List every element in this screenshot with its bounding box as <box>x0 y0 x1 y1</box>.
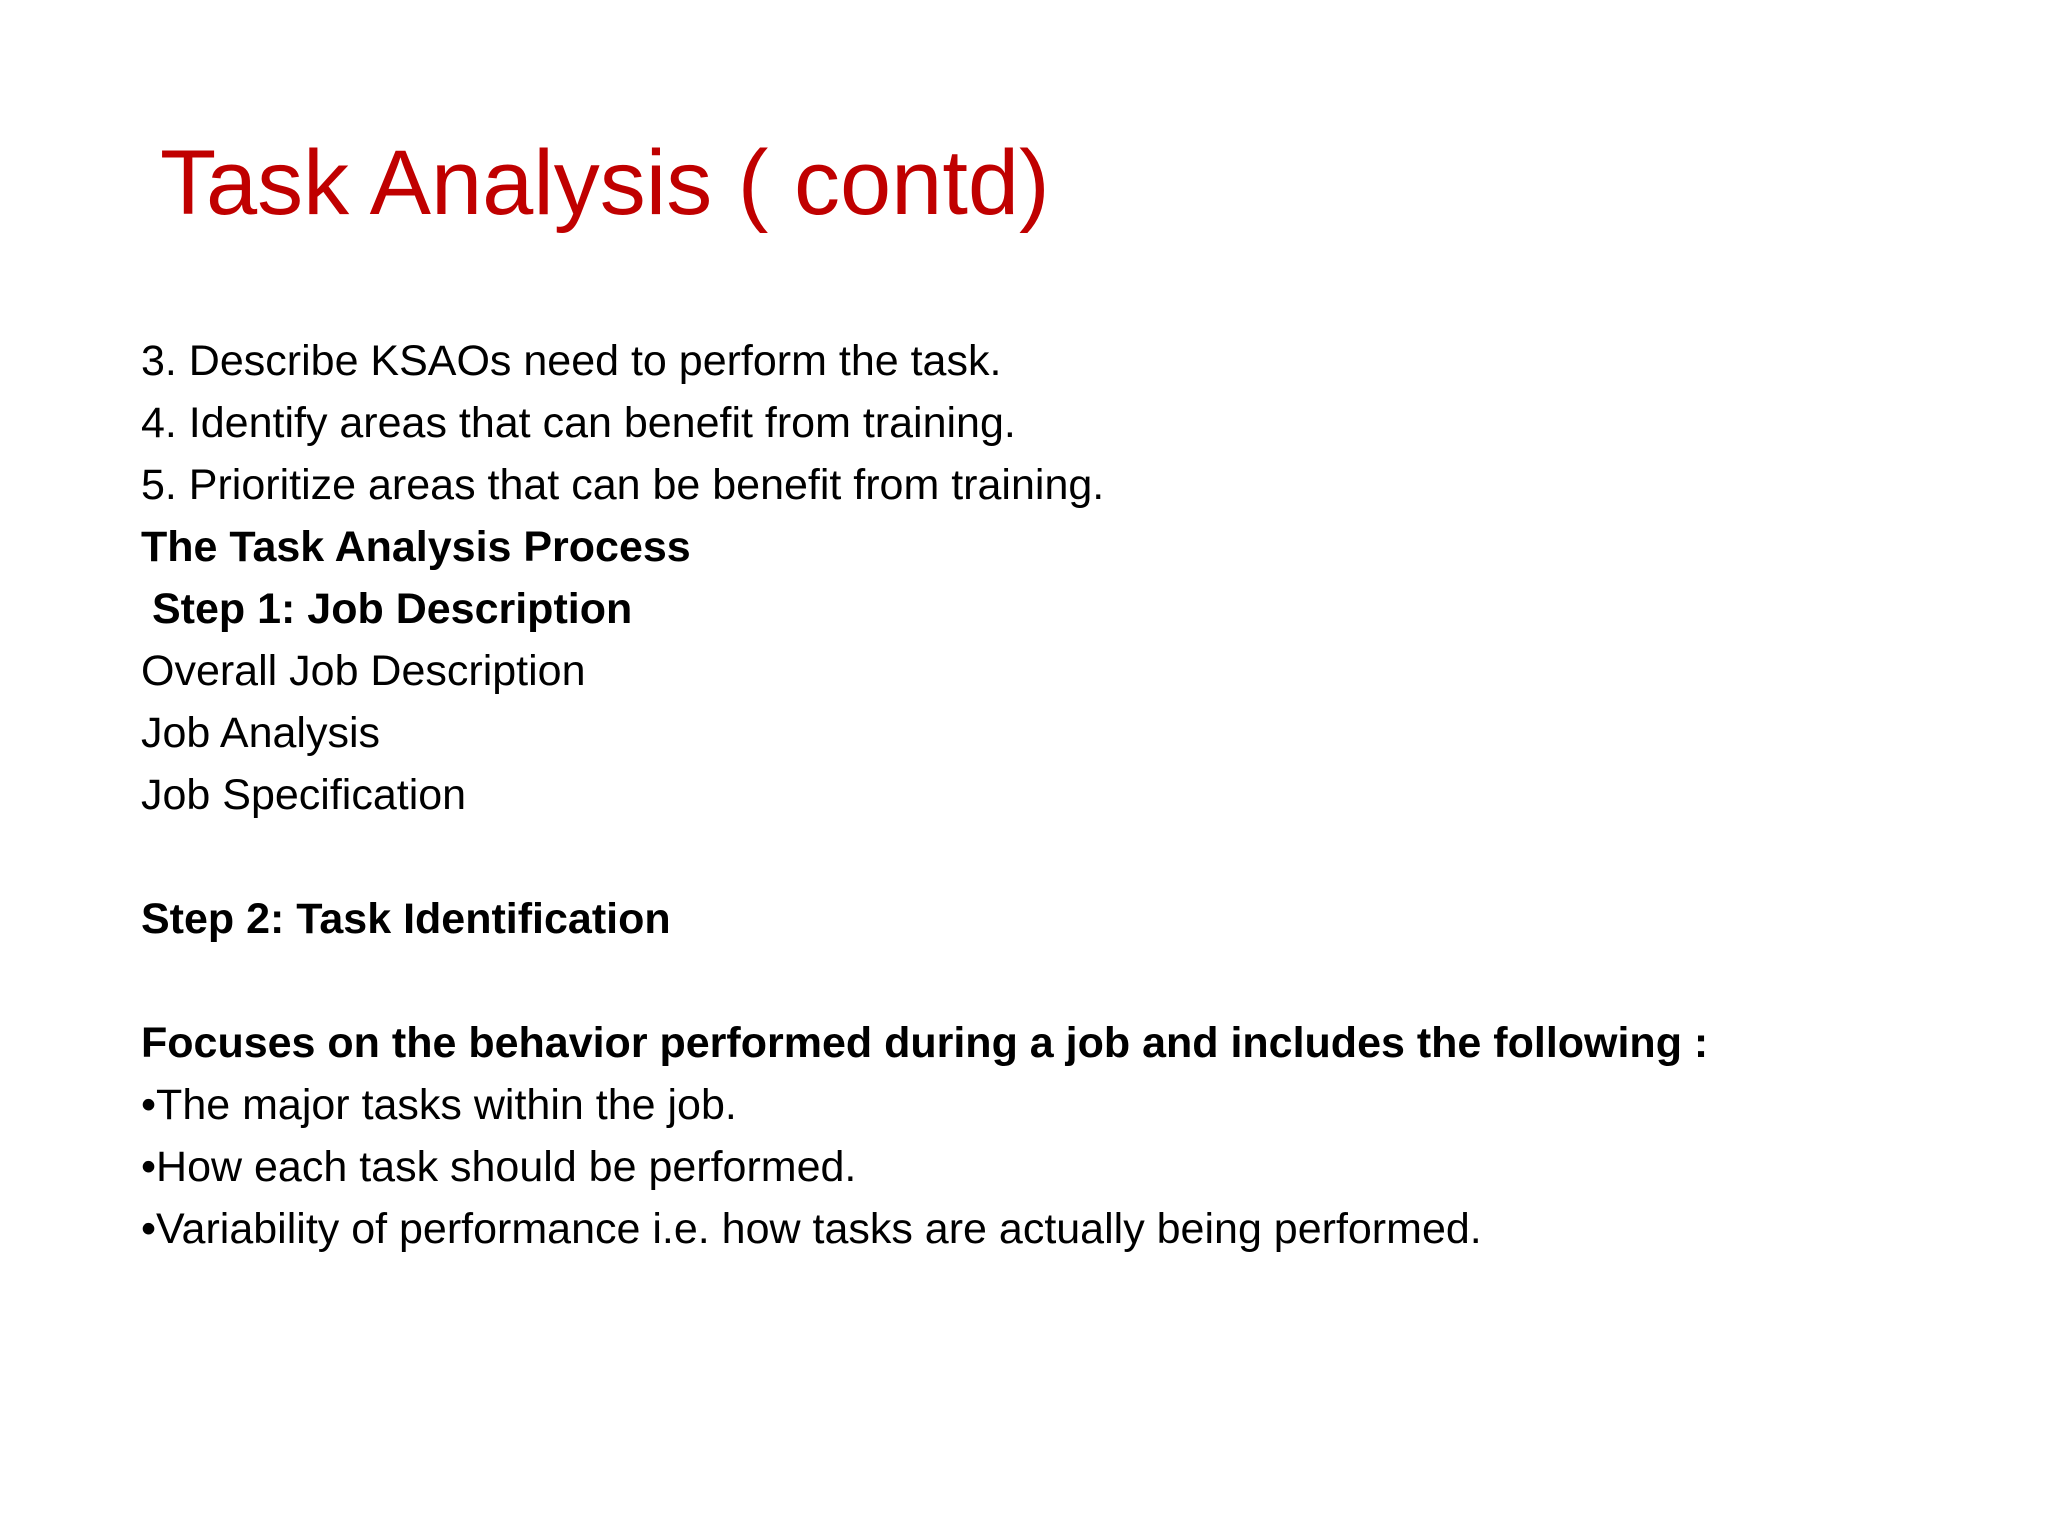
bullet-item: •How each task should be performed. <box>141 1143 857 1191</box>
section-heading: The Task Analysis Process <box>141 523 691 571</box>
step-1-item: Overall Job Description <box>141 647 586 695</box>
blank-line <box>141 950 2001 1012</box>
list-item-5: 5. Prioritize areas that can be benefit from training. <box>141 461 1105 509</box>
bullet-item: •Variability of performance i.e. how tasks are actually being performed. <box>141 1205 1482 1253</box>
list-item-3: 3. Describe KSAOs need to perform the task. <box>141 337 1002 385</box>
bullet-item: •The major tasks within the job. <box>141 1081 737 1129</box>
step-1-item: Job Specification <box>141 771 467 819</box>
slide-title: Task Analysis ( contd) <box>160 132 1050 234</box>
list-item-4: 4. Identify areas that can benefit from training. <box>141 399 1016 447</box>
slide-body <box>141 330 2001 1260</box>
focus-statement: Focuses on the behavior performed during a job and includes the following : <box>141 1019 1709 1067</box>
step-1-item: Job Analysis <box>141 709 381 757</box>
blank-line <box>141 826 2001 888</box>
step-2-heading: Step 2: Task Identification <box>141 895 671 943</box>
step-1-heading: Step 1: Job Description <box>152 585 633 633</box>
